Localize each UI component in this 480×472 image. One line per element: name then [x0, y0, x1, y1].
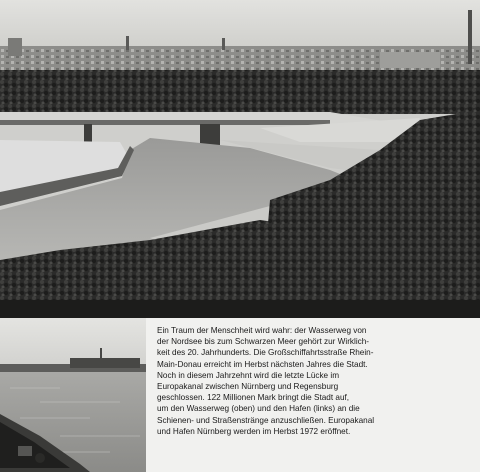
harbor-inset-photo: [0, 318, 146, 472]
harbor-inset-photo-graphic: [0, 318, 146, 472]
caption-text: Ein Traum der Menschheit wird wahr: der Wasserweg von der Nordsee bis zum Schwarzen Meer gehört zur Wirklich- keit des 20. Jahrhunderts. Die Großschiffahrtsstraße Rhein- Main-Donau erreicht im Herbst nächsten Jahres die Stadt. Noch in diesem Jahrzehnt wird die letzte Lücke im Europakanal zwischen Nürnberg und Regensburg geschlossen. 122 Millionen Mark bringt die Stadt auf, um den Wasserweg (oben) und den Hafen (links) an die Schienen- und Straßenstränge anzuschließen. Europakanal und Hafen Nürnberg werden im Herbst 1972 eröffnet.: [157, 326, 375, 436]
